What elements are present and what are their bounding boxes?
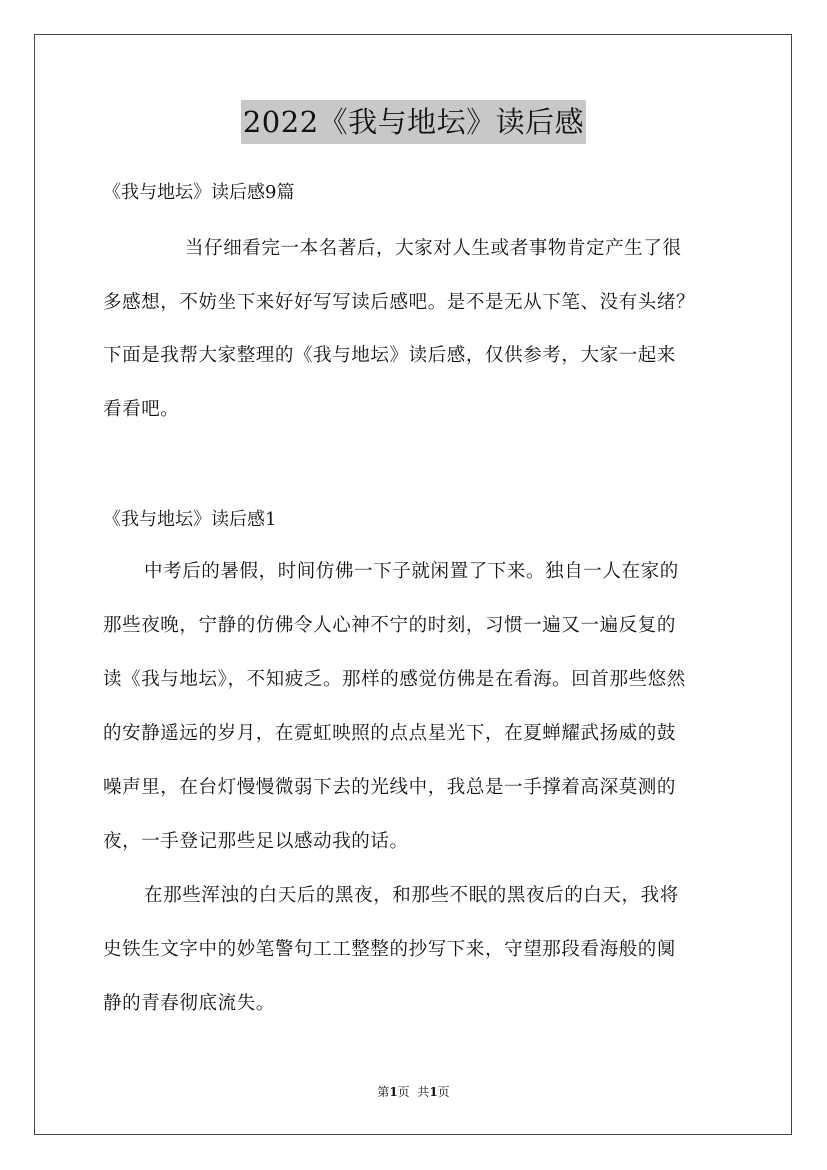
document-subtitle: 《我与地坛》读后感9篇 xyxy=(103,182,295,203)
page-footer xyxy=(0,1083,827,1101)
paragraph1-line-6: 夜，一手登记那些足以感动我的话。 xyxy=(103,831,409,852)
document-title: 2022《我与地坛》读后感 xyxy=(241,100,586,144)
intro-line-4: 看看吧。 xyxy=(103,399,180,420)
paragraph1-line-4: 的安静遥远的岁月，在霓虹映照的点点星光下，在夏蝉耀武扬威的鼓 xyxy=(103,723,677,744)
intro-line-3: 下面是我帮大家整理的《我与地坛》读后感，仅供参考，大家一起来 xyxy=(103,345,677,366)
paragraph1-line-5: 噪声里，在台灯慢慢微弱下去的光线中，我总是一手撑着高深莫测的 xyxy=(103,777,677,798)
footer-page-current: 1 xyxy=(389,1085,398,1099)
intro-line-1: 当仔细看完一本名著后，大家对人生或者事物肯定产生了很 xyxy=(185,238,682,259)
footer-page-suffix: 页 xyxy=(437,1085,450,1099)
intro-line-2: 多感想，不妨坐下来好好写写读后感吧。是不是无从下笔、没有头绪？ xyxy=(103,292,696,313)
title-container xyxy=(0,100,827,144)
paragraph1-line-3: 读《我与地坛》，不知疲乏。那样的感觉仿佛是在看海。回首那些悠然 xyxy=(103,669,686,690)
paragraph2-line-1: 在那些浑浊的白天后的黑夜，和那些不眠的黑夜后的白天，我将 xyxy=(144,885,679,906)
footer-page-total: 1 xyxy=(429,1085,438,1099)
footer-page-prefix: 第 xyxy=(377,1085,390,1099)
paragraph2-line-2: 史铁生文字中的妙笔警句工工整整的抄写下来，守望那段看海般的阒 xyxy=(103,939,677,960)
paragraph2-line-3: 静的青春彻底流失。 xyxy=(103,993,275,1014)
paragraph1-line-2: 那些夜晚，宁静的仿佛令人心神不宁的时刻，习惯一遍又一遍反复的 xyxy=(103,615,677,636)
paragraph1-line-1: 中考后的暑假，时间仿佛一下子就闲置了下来。独自一人在家的 xyxy=(144,561,679,582)
footer-page-mid: 页 共 xyxy=(397,1085,430,1099)
section-heading: 《我与地坛》读后感1 xyxy=(103,509,277,530)
